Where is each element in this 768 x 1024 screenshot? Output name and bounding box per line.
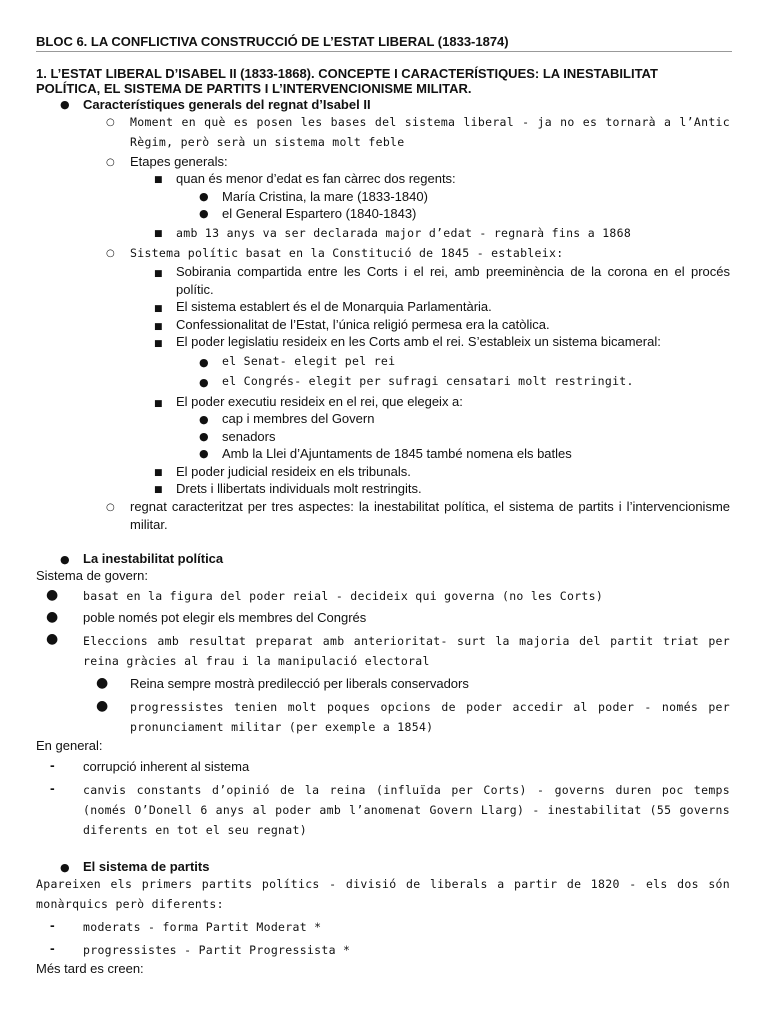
subsection-heading: La inestabilitat política: [83, 551, 224, 566]
square-bullet-icon: ■: [154, 175, 163, 185]
list-item: el Senat- elegit pel rei: [222, 354, 396, 368]
circle-bullet-icon: ○: [106, 157, 115, 168]
list-item: corrupció inherent al sistema: [83, 759, 250, 774]
bullet-icon: ●: [199, 413, 209, 426]
list-item: canvis constants d’opinió de la reina (influïda per Corts) - governs duren poc temps (només O’Donell 6 anys al poder amb l’anomenat Govern Llarg) - inestabilitat (55 governs diferents en tot el seu regnat): [83, 783, 730, 837]
bullet-icon: ●: [96, 698, 109, 714]
paragraph: Apareixen els primers partits polítics - divisió de liberals a partir de 1820 - els dos són monàrquics però diferents:: [36, 877, 730, 911]
list-item: El poder judicial resideix en els tribunals.: [176, 464, 411, 479]
list-item: El sistema establert és el de Monarquia Parlamentària.: [176, 299, 492, 314]
list-item: María Cristina, la mare (1833-1840): [222, 189, 428, 204]
bullet-icon: ●: [60, 861, 70, 874]
bullet-icon: ●: [199, 190, 209, 203]
square-bullet-icon: ■: [154, 269, 163, 279]
list-item: Confessionalitat de l’Estat, l’única religió permesa era la catòlica.: [176, 317, 550, 332]
list-item: Eleccions amb resultat preparat amb anterioritat- surt la majoria del partit triat per reina gràcies al frau i la manipulació electoral: [83, 634, 730, 668]
square-bullet-icon: ■: [154, 322, 163, 332]
dash-bullet-icon: -: [50, 757, 55, 773]
list-item: el General Espartero (1840-1843): [222, 206, 417, 221]
subsection-heading: Característiques generals del regnat d’Isabel II: [83, 97, 371, 112]
section-label: En general:: [36, 738, 103, 753]
list-item: amb 13 anys va ser declarada major d’edat - regnarà fins a 1868: [176, 226, 632, 240]
list-item: cap i membres del Govern: [222, 411, 375, 426]
list-item: Reina sempre mostrà predilecció per liberals conservadors: [130, 676, 469, 691]
square-bullet-icon: ■: [154, 229, 163, 239]
list-item: moderats - forma Partit Moderat *: [83, 920, 322, 934]
dash-bullet-icon: -: [50, 940, 55, 956]
list-item: senadors: [222, 429, 276, 444]
list-item: el Congrés- elegit per sufragi censatari molt restringit.: [222, 374, 634, 388]
list-item: El poder executiu resideix en el rei, que elegeix a:: [176, 394, 463, 409]
square-bullet-icon: ■: [154, 485, 163, 495]
square-bullet-icon: ■: [154, 468, 163, 478]
section-heading: 1. L’ESTAT LIBERAL D’ISABEL II (1833-1868). CONCEPTE I CARACTERÍSTIQUES: LA INESTABILITAT POLÍTICA, EL SISTEMA DE PARTITS I L’INTERVENCIONISME MILITAR.: [36, 66, 658, 96]
dash-bullet-icon: -: [50, 917, 55, 933]
square-bullet-icon: ■: [154, 399, 163, 409]
list-item: basat en la figura del poder reial - decideix qui governa (no les Corts): [83, 589, 604, 603]
document-title: BLOC 6. LA CONFLICTIVA CONSTRUCCIÓ DE L’ESTAT LIBERAL (1833-1874): [36, 34, 509, 49]
circle-bullet-icon: ○: [106, 248, 115, 259]
bullet-icon: ●: [199, 376, 209, 389]
list-item: Drets i llibertats individuals molt restringits.: [176, 481, 422, 496]
subsection-heading: El sistema de partits: [83, 859, 210, 874]
square-bullet-icon: ■: [154, 339, 163, 349]
list-item: progressistes tenien molt poques opcions de poder accedir al poder - només per pronunciament militar (per exemple a 1854): [130, 700, 730, 734]
bullet-icon: ●: [199, 207, 209, 220]
bullet-icon: ●: [199, 430, 209, 443]
list-item: Amb la Llei d’Ajuntaments de 1845 també nomena els batles: [222, 446, 572, 461]
section-label: Sistema de govern:: [36, 568, 149, 583]
list-item: quan és menor d’edat es fan càrrec dos regents:: [176, 171, 456, 186]
list-item: Etapes generals:: [130, 154, 228, 169]
list-item: Moment en què es posen les bases del sistema liberal - ja no es tornarà a l’Antic Règim, però serà un sistema molt feble: [130, 115, 730, 149]
list-item: Sistema polític basat en la Constitució de 1845 - estableix:: [130, 246, 564, 260]
bullet-icon: ●: [60, 553, 70, 566]
section-label: Més tard es creen:: [36, 961, 144, 976]
dash-bullet-icon: -: [50, 780, 55, 796]
bullet-icon: ●: [60, 98, 70, 111]
list-item: Sobirania compartida entre les Corts i el rei, amb preeminència de la corona en el procés polític.: [176, 264, 730, 297]
circle-bullet-icon: ○: [106, 117, 115, 128]
title-divider: [36, 51, 732, 52]
bullet-icon: ●: [46, 587, 59, 603]
circle-bullet-icon: ○: [106, 502, 115, 513]
list-item: poble només pot elegir els membres del Congrés: [83, 610, 367, 625]
bullet-icon: ●: [199, 447, 209, 460]
bullet-icon: ●: [199, 356, 209, 369]
list-item: regnat caracteritzat per tres aspectes: la inestabilitat política, el sistema de partits i l’intervencionisme militar.: [130, 499, 730, 532]
list-item: progressistes - Partit Progressista *: [83, 943, 351, 957]
list-item: El poder legislatiu resideix en les Corts amb el rei. S’estableix un sistema bicameral:: [176, 334, 661, 349]
square-bullet-icon: ■: [154, 304, 163, 314]
bullet-icon: ●: [96, 675, 109, 691]
bullet-icon: ●: [46, 609, 59, 625]
bullet-icon: ●: [46, 631, 59, 647]
